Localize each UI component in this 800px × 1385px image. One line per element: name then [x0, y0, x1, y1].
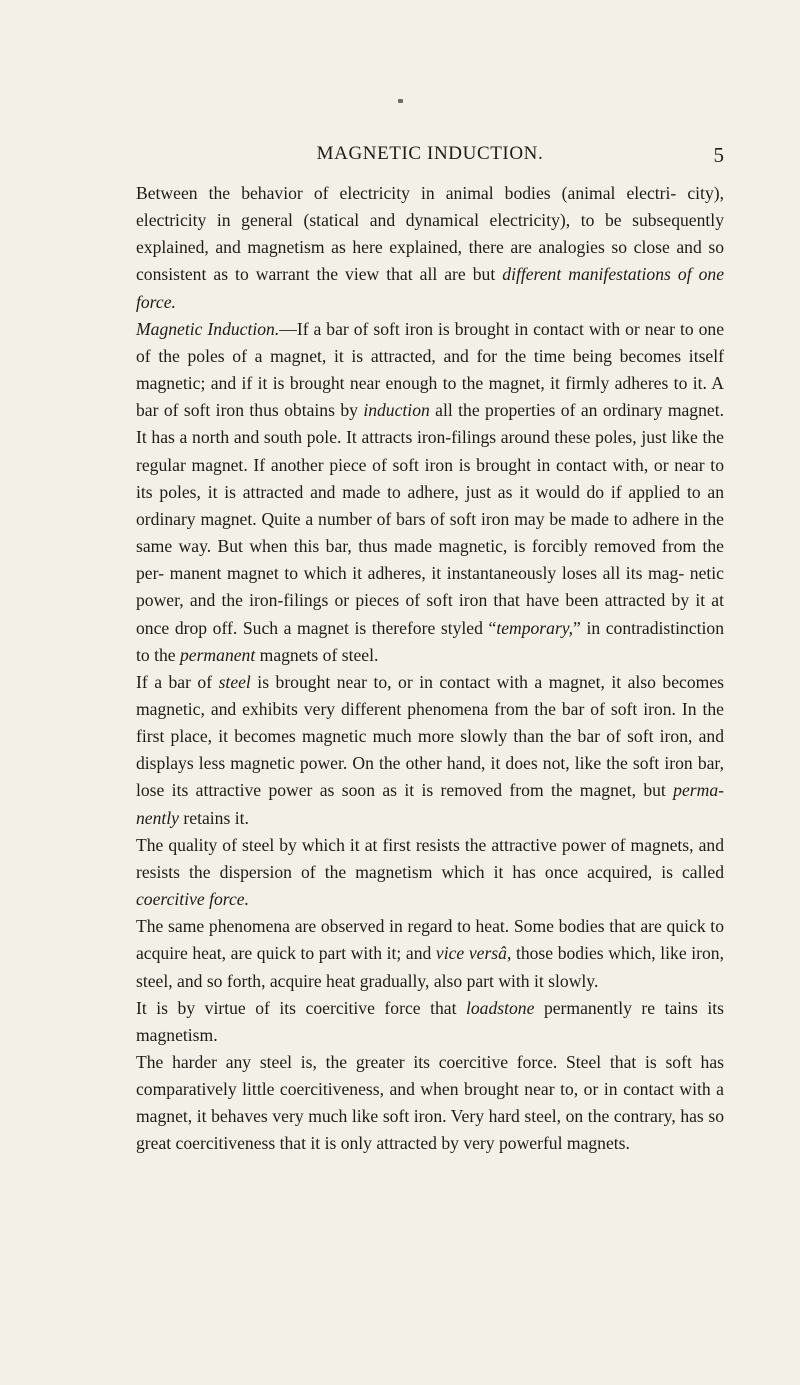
text-run: permanently re tains its magnetism. — [136, 997, 724, 1045]
emphasis: loadstone — [466, 997, 535, 1018]
text-run: those bodies which, like iron, steel, and so forth, acquire heat gradually, also part with it slowly. — [136, 943, 724, 991]
body-text — [136, 180, 724, 1158]
running-head: MAGNETIC INDUCTION. — [316, 143, 544, 164]
emphasis: temporary, — [496, 617, 574, 638]
emphasis: permanent — [179, 644, 256, 665]
text-run: —If a bar of soft iron is brought in contact with or near to one of the poles of a magnet, it is attracted, and for the time being becomes itself magnetic; and if it is brought near enough to the magnet, it firmly adheres to it. A bar of soft iron thus obtains by — [136, 318, 725, 421]
paragraph — [136, 316, 724, 669]
paragraph — [136, 669, 724, 832]
text-run: The harder any steel is, the greater its coercitive force. Steel that is soft has comparatively little coercitiveness, and when brought near to, or in contact with a magnet, it behaves very much like soft iron. Very hard steel, on the contrary, has so great coercitiveness that it is only attracted by very powerful magnets. — [136, 1052, 724, 1154]
page-header — [136, 143, 724, 173]
emphasis: vice versâ, — [435, 943, 512, 964]
paragraph — [136, 913, 724, 994]
print-mark — [398, 99, 403, 103]
text-run: The same phenomena are observed in regard to heat. Some bodies that are quick to acquire heat, are quick to part with it; and — [136, 916, 724, 964]
paragraph — [136, 180, 724, 316]
paragraph — [136, 832, 724, 913]
text-run: magnets of steel. — [255, 644, 379, 665]
emphasis: perma- nently — [136, 780, 724, 828]
emphasis: steel — [218, 671, 251, 692]
text-run: The quality of steel by which it at first resists the attractive power of magnets, and resists the dispersion of the magnetism which it has once acquired, is called — [136, 834, 724, 882]
text-run: retains it. — [179, 807, 249, 828]
emphasis: coercitive force. — [136, 889, 249, 910]
paragraph — [136, 1049, 724, 1158]
paragraph — [136, 995, 724, 1049]
emphasis: different manifestations of one force. — [136, 264, 725, 312]
emphasis: induction — [363, 400, 430, 421]
text-run: Between the behavior of electricity in animal bodies (animal electri- city), electricity in general (statical and dynamical electricity), to be subsequently explained, and magnetism as here explained, there are analogies so close and so consistent as to warrant the view that all are but — [136, 183, 724, 285]
text-run: It is by virtue of its coercitive force that — [136, 997, 466, 1018]
page-number: 5 — [713, 143, 724, 167]
text-run: is brought near to, or in contact with a magnet, it also becomes magnetic, and exhibits very different phenomena from the bar of soft iron. In the first place, it becomes magnetic much more slowly than the bar of soft iron, and displays less magnetic power. On the other hand, it does not, like the soft iron bar, lose its attractive power as soon as it is removed from the magnet, but — [136, 671, 724, 801]
text-run: ” in contradistinction to the — [136, 617, 724, 665]
text-run: all the properties of an ordinary magnet. It has a north and south pole. It attracts iron-filings around these poles, just like the regular magnet. If another piece of soft iron is brought in contact with, or near to its poles, it is attracted and made to adhere, just as it would do if applied to an ordinary magnet. Quite a number of bars of soft iron may be made to adhere in the same way. But when this bar, thus made magnetic, is forcibly removed from the per- manent magnet to which it adheres, it instantaneously loses all its mag- netic power, and the iron-filings or pieces of soft iron that have been attracted by it at once drop off. Such a magnet is therefore styled “ — [136, 400, 724, 638]
section-heading: Magnetic Induction. — [136, 318, 280, 339]
text-run: If a bar of — [136, 671, 219, 692]
